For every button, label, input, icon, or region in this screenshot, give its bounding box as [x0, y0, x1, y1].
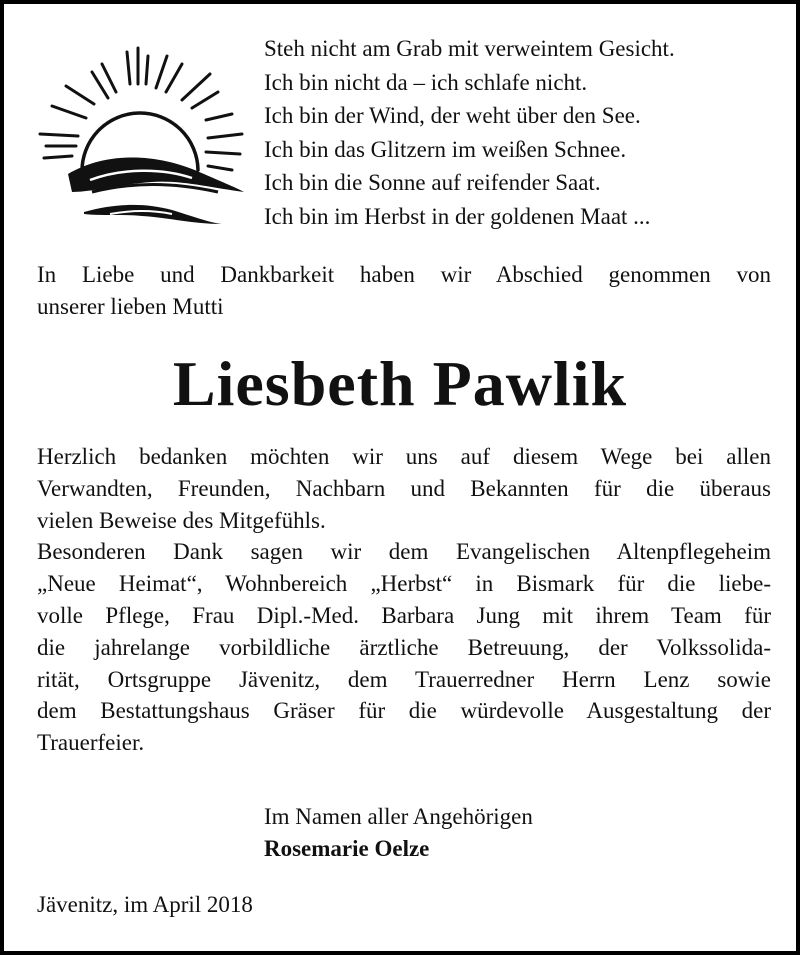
- thanks-line: Herzlich bedanken möchten wir uns auf diesem Wege bei allen: [37, 444, 771, 469]
- poem-line: Ich bin nicht da – ich schlafe nicht.: [264, 69, 588, 95]
- deceased-name: Liesbeth Pawlik: [172, 348, 628, 419]
- intro-line: unserer lieben Mutti: [37, 294, 224, 319]
- poem-line: Ich bin die Sonne auf reifender Saat.: [264, 170, 601, 195]
- thanks-line: vielen Beweise des Mitgefühls.: [37, 507, 326, 533]
- thanks-line: rität, Ortsgruppe Jävenitz, dem Trauerredner Herrn Lenz sowie: [37, 666, 771, 692]
- poem-line: Ich bin im Herbst in der goldenen Maat ...: [264, 203, 651, 229]
- thanks-line: „Neue Heimat“, Wohnbereich „Herbst“ in Bismark für die liebe-: [37, 571, 771, 597]
- thanks-line: Verwandten, Freunden, Nachbarn und Bekannten für die überaus: [37, 475, 771, 501]
- thanks-paragraph: [37, 441, 771, 759]
- place-date: Jävenitz, im April 2018: [37, 892, 253, 917]
- poem-line: Ich bin der Wind, der weht über den See.: [264, 103, 641, 128]
- signature-name: Rosemarie Oelze: [264, 836, 430, 861]
- intro-line: In Liebe und Dankbarkeit haben wir Abschied genommen von: [37, 262, 771, 287]
- thanks-line: volle Pflege, Frau Dipl.-Med. Barbara Jung mit ihrem Team für: [37, 602, 771, 628]
- signature-line: Im Namen aller Angehörigen: [264, 804, 533, 829]
- thanks-line: Besonderen Dank sagen wir dem Evangelischen Altenpflegeheim: [37, 539, 771, 565]
- thanks-line: die jahrelange vorbildliche ärztliche Betreuung, der Volkssolida-: [37, 634, 771, 660]
- signature-block: [264, 801, 533, 865]
- thanks-line: Trauerfeier.: [37, 730, 145, 756]
- poem-line: Ich bin das Glitzern im weißen Schnee.: [264, 136, 627, 162]
- poem-line: Steh nicht am Grab mit verweintem Gesicht.: [264, 36, 675, 61]
- poem: [264, 32, 784, 233]
- sunset-over-hills-icon: [32, 42, 247, 227]
- thanks-line: dem Bestattungshaus Gräser für die würdevolle Ausgestaltung der: [37, 698, 771, 724]
- intro-paragraph: [37, 259, 771, 323]
